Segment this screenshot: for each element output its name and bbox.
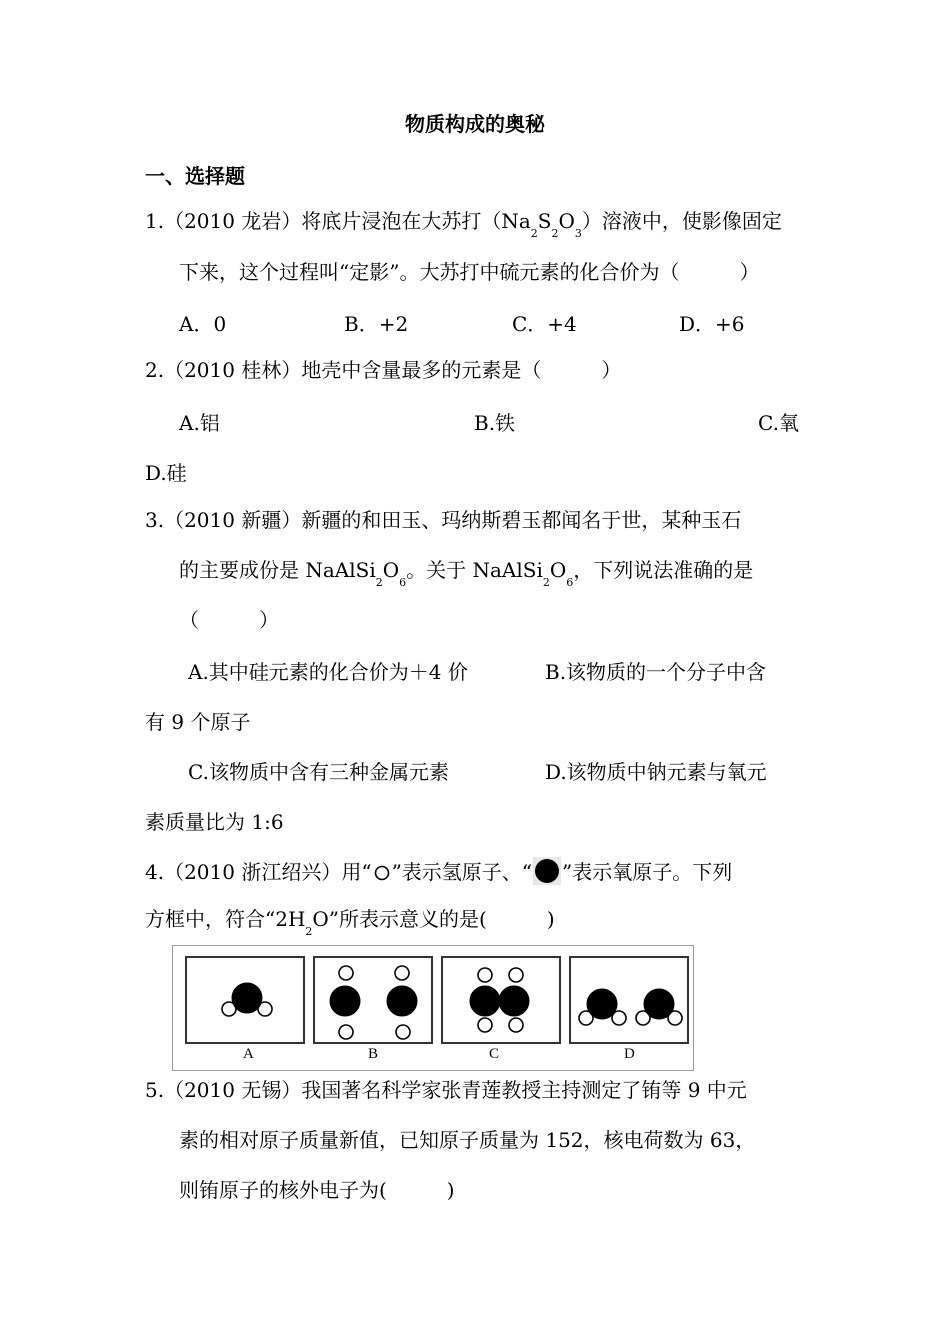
panel-label-d: D <box>624 1046 635 1062</box>
q2-option-b: B.铁 <box>474 411 516 435</box>
panel-a-diagram <box>187 958 303 1042</box>
q3-option-c: C.该物质中含有三种金属元素 <box>188 760 449 784</box>
q3-line2 <box>179 556 753 588</box>
oxygen-atom-icon <box>532 856 562 886</box>
q5-line3: 则铕原子的核外电子为( ) <box>179 1178 455 1202</box>
q1-text-d: ）溶液中，使影像固定 <box>581 209 782 233</box>
panel-label-a: A <box>243 1046 254 1062</box>
q3-option-d: D.该物质中钠元素与氧元 <box>545 760 767 784</box>
q4-text-b: ”表示氢原子、“ <box>391 860 533 884</box>
q4-text-a: 4.（2010 浙江绍兴）用“ <box>145 860 372 884</box>
q3-sub-2: 6 <box>399 576 407 589</box>
q3-formula-text-e: ，下列说法准确的是 <box>573 558 754 582</box>
panel-d-diagram <box>571 958 687 1042</box>
panel-label-c: C <box>489 1046 500 1062</box>
panel-b <box>313 956 433 1044</box>
q1-option-d: D．+6 <box>679 312 745 336</box>
q2-option-d: D.硅 <box>145 461 187 485</box>
q3-formula-text-a: 的主要成份是 NaAlSi <box>179 558 376 582</box>
q2-option-a: A.铝 <box>179 411 220 435</box>
q3-line3: （ ） <box>179 608 279 632</box>
q3-option-d-cont: 素质量比为 1:6 <box>145 810 284 834</box>
q1-line2: 下来，这个过程叫“定影”。大苏打中硫元素的化合价为（ ） <box>179 260 760 284</box>
section-heading: 一、选择题 <box>145 164 245 188</box>
q4-line1 <box>145 856 732 886</box>
q5-line2: 素的相对原子质量新值，已知原子质量为 152，核电荷数为 63， <box>179 1128 756 1152</box>
panel-a <box>185 956 305 1044</box>
q1-line1 <box>145 207 782 239</box>
hydrogen-atom-icon <box>372 861 392 883</box>
q3-formula-text-c: 。关于 NaAlSi <box>406 558 543 582</box>
q3-sub-1: 2 <box>375 576 383 589</box>
q3-sub-3: 2 <box>542 576 550 589</box>
q4-sub: 2 <box>305 925 313 938</box>
q4-text-e: O”所表示意义的是( ) <box>312 907 555 931</box>
q3-formula-text-b: O <box>382 558 400 582</box>
q1-sub-3: 3 <box>574 227 582 240</box>
molecule-figure <box>172 945 694 1071</box>
q1-option-b: B．+2 <box>344 312 409 336</box>
panel-c <box>441 956 561 1044</box>
page-title: 物质构成的奥秘 <box>405 112 545 136</box>
panel-b-diagram <box>315 958 431 1042</box>
q3-option-a: A.其中硅元素的化合价为＋4 价 <box>188 660 468 684</box>
q3-option-b: B.该物质的一个分子中含 <box>545 660 767 684</box>
q1-option-a: A．0 <box>179 312 227 336</box>
q2-option-c: C.氧 <box>758 411 799 435</box>
q1-text-b: S <box>537 209 552 233</box>
q4-text-d: 方框中，符合“2H <box>145 907 306 931</box>
panel-c-diagram <box>443 958 559 1042</box>
q2-line1: 2.（2010 桂林）地壳中含量最多的元素是（ ） <box>145 358 622 382</box>
q3-line1: 3.（2010 新疆）新疆的和田玉、玛纳斯碧玉都闻名于世，某种玉石 <box>145 508 742 532</box>
q3-option-b-cont: 有 9 个原子 <box>145 710 251 734</box>
q1-sub-1: 2 <box>530 227 538 240</box>
q4-text-c: ”表示氧原子。下列 <box>562 860 733 884</box>
q1-option-c: C．+4 <box>512 312 577 336</box>
panel-d <box>569 956 689 1044</box>
q1-sub-2: 2 <box>551 227 559 240</box>
q1-text-c: O <box>558 209 575 233</box>
panel-label-b: B <box>368 1046 379 1062</box>
q3-formula-text-d: O <box>549 558 567 582</box>
q3-sub-4: 6 <box>566 576 574 589</box>
q5-line1: 5.（2010 无锡）我国著名科学家张青莲教授主持测定了铕等 9 中元 <box>145 1078 747 1102</box>
q1-text-a: 1.（2010 龙岩）将底片浸泡在大苏打（Na <box>145 209 531 233</box>
q4-line2 <box>145 905 555 937</box>
